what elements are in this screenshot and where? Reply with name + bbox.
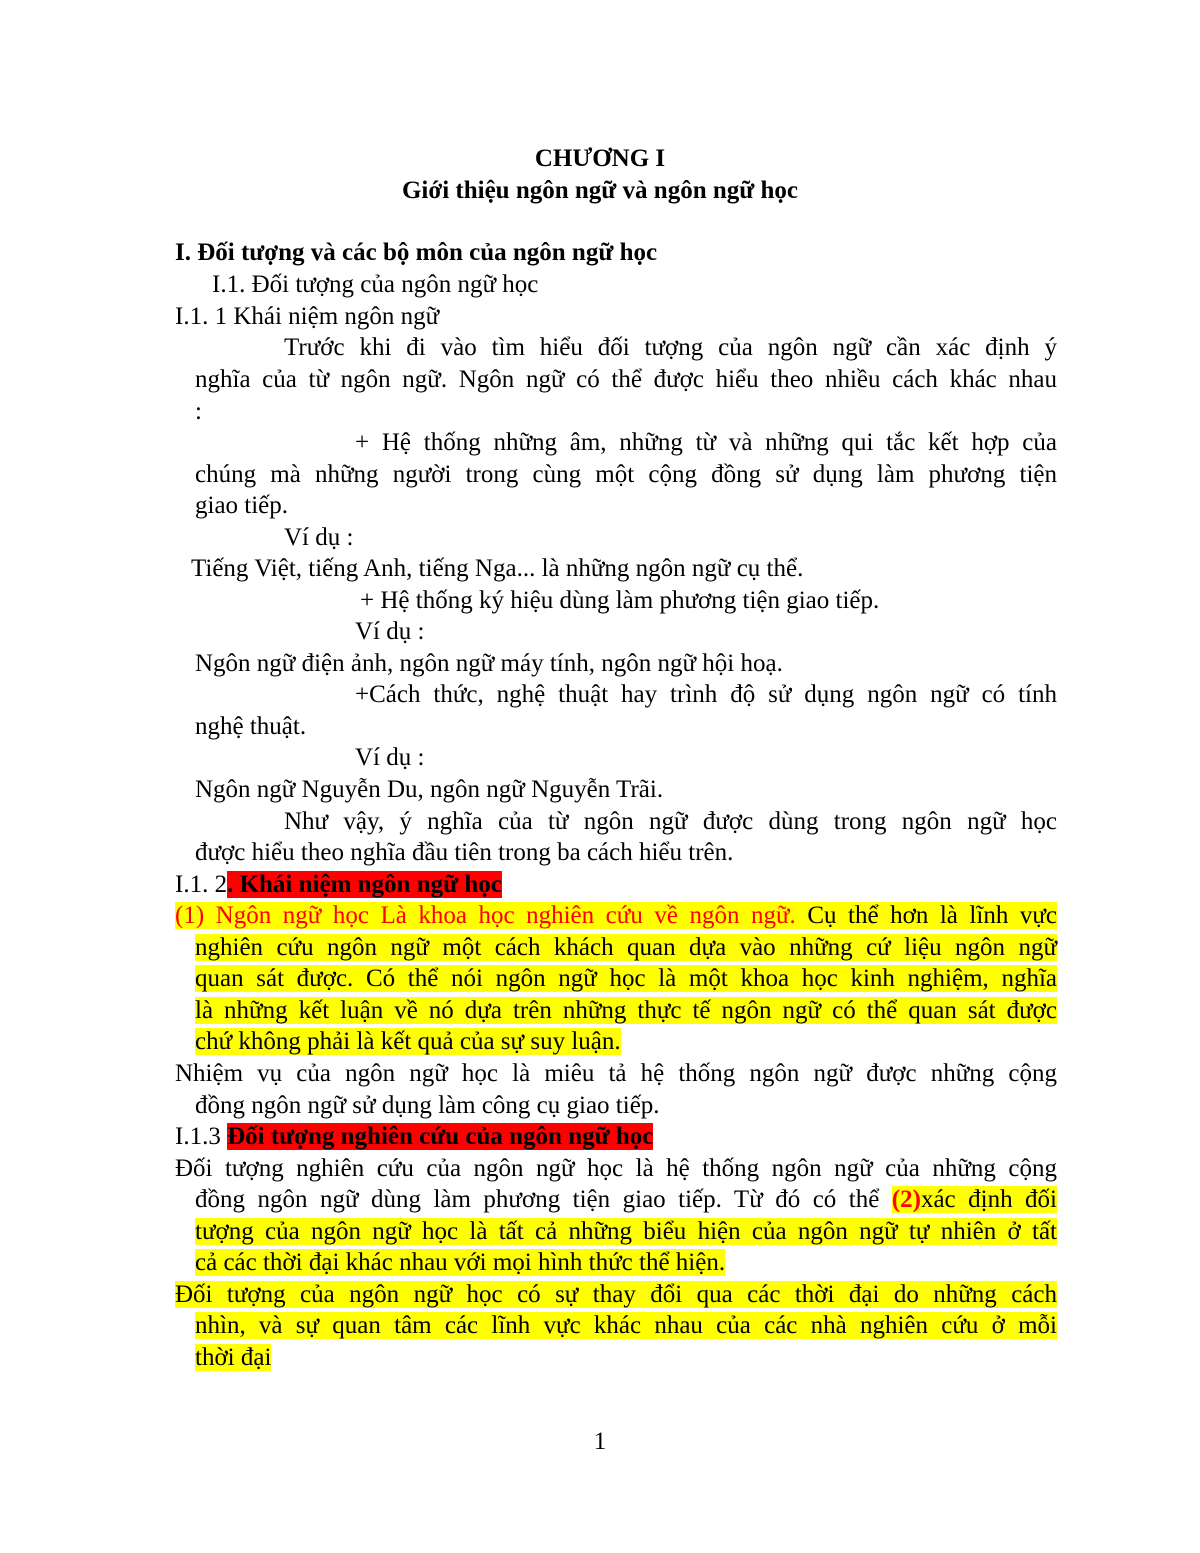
definition-red-text: Ngôn ngữ học Là khoa học nghiên cứu về ngôn ngữ. — [204, 902, 796, 929]
paragraph-line: đồng ngôn ngữ sử dụng làm công cụ giao tiếp. — [195, 1092, 660, 1119]
subsection-title-highlighted: . Khái niệm ngôn ngữ học — [227, 871, 502, 898]
chapter-subtitle: Giới thiệu ngôn ngữ và ngôn ngữ học — [401, 177, 799, 204]
highlighted-paragraph-line: tượng của ngôn ngữ học là tất cả những biểu hiện của ngôn ngữ tự nhiên ở tất — [195, 1218, 1057, 1245]
paragraph-line: Trước khi đi vào tìm hiểu đối tượng của ngôn ngữ cần xác định ý — [284, 334, 1057, 361]
footnote-marker: (2) — [891, 1186, 921, 1213]
chapter-label: CHƯƠNG I — [534, 145, 666, 172]
footnote-marker: (1) — [175, 902, 205, 929]
paragraph-line: đồng ngôn ngữ dùng làm phương tiện giao tiếp. Từ đó có thể (2)xác định đối — [195, 1186, 1057, 1213]
subsection-heading-i13 — [175, 1121, 653, 1152]
definition-line: +Cách thức, nghệ thuật hay trình độ sử dụng ngôn ngữ có tính — [355, 681, 1057, 708]
highlighted-paragraph-line: thời đại — [195, 1344, 272, 1371]
highlighted-paragraph-line: (1) Ngôn ngữ học Là khoa học nghiên cứu về ngôn ngữ. Cụ thể hơn là lĩnh vực — [175, 902, 1057, 929]
definition-line: nghệ thuật. — [195, 713, 307, 740]
highlighted-paragraph-line: nghiên cứu ngôn ngữ một cách khách quan dựa vào những cứ liệu ngôn ngữ — [195, 934, 1057, 961]
subsection-number: I.1. 2 — [175, 871, 228, 898]
definition-line: + Hệ thống ký hiệu dùng làm phương tiện giao tiếp. — [360, 587, 880, 614]
example-text: Ngôn ngữ Nguyễn Du, ngôn ngữ Nguyễn Trãi. — [195, 776, 664, 803]
subsection-heading-i1: I.1. Đối tượng của ngôn ngữ học — [212, 271, 539, 298]
paragraph-line: Như vậy, ý nghĩa của từ ngôn ngữ được dùng trong ngôn ngữ học — [284, 808, 1057, 835]
highlighted-paragraph-line: chứ không phải là kết quả của sự suy luận. — [195, 1028, 621, 1055]
definition-line: giao tiếp. — [195, 492, 289, 519]
highlighted-paragraph-line: nhìn, và sự quan tâm các lĩnh vực khác nhau của các nhà nghiên cứu ở mỗi — [195, 1312, 1057, 1339]
paragraph-line: nghĩa của từ ngôn ngữ. Ngôn ngữ có thể được hiểu theo nhiều cách khác nhau — [195, 366, 1057, 393]
subsection-number: I.1.3 — [175, 1123, 228, 1150]
section-heading: I. Đối tượng và các bộ môn của ngôn ngữ học — [175, 239, 658, 266]
subsection-heading-i12 — [175, 869, 502, 900]
example-label: Ví dụ : — [284, 524, 354, 551]
page-number: 1 — [593, 1428, 607, 1455]
example-label: Ví dụ : — [355, 744, 425, 771]
highlighted-paragraph-line: quan sát được. Có thể nói ngôn ngữ học là một khoa học kinh nghiệm, nghĩa — [195, 965, 1057, 992]
definition-line: chúng mà những người trong cùng một cộng đồng sử dụng làm phương tiện — [195, 461, 1057, 488]
example-label: Ví dụ : — [355, 618, 425, 645]
example-text: Tiếng Việt, tiếng Anh, tiếng Nga... là những ngôn ngữ cụ thể. — [191, 555, 804, 582]
highlighted-paragraph-line: Đối tượng của ngôn ngữ học có sự thay đổi qua các thời đại do những cách — [175, 1281, 1057, 1308]
highlighted-paragraph-line: là những kết luận về nó dựa trên những thực tế ngôn ngữ có thể quan sát được — [195, 997, 1057, 1024]
paragraph-line: Đối tượng nghiên cứu của ngôn ngữ học là hệ thống ngôn ngữ của những cộng — [175, 1155, 1057, 1182]
example-text: Ngôn ngữ điện ảnh, ngôn ngữ máy tính, ngôn ngữ hội hoạ. — [195, 650, 783, 677]
definition-line: + Hệ thống những âm, những từ và những qui tắc kết hợp của — [355, 429, 1057, 456]
paragraph-line: : — [195, 398, 202, 425]
highlighted-paragraph-line: cả các thời đại khác nhau với mọi hình thức thể hiện. — [195, 1249, 726, 1276]
paragraph-line: Nhiệm vụ của ngôn ngữ học là miêu tả hệ thống ngôn ngữ được những cộng — [175, 1060, 1057, 1087]
subsection-heading-i11: I.1. 1 Khái niệm ngôn ngữ — [175, 303, 440, 330]
paragraph-line: được hiểu theo nghĩa đầu tiên trong ba cách hiểu trên. — [195, 839, 734, 866]
subsection-title-highlighted: Đối tượng nghiên cứu của ngôn ngữ học — [227, 1123, 654, 1150]
